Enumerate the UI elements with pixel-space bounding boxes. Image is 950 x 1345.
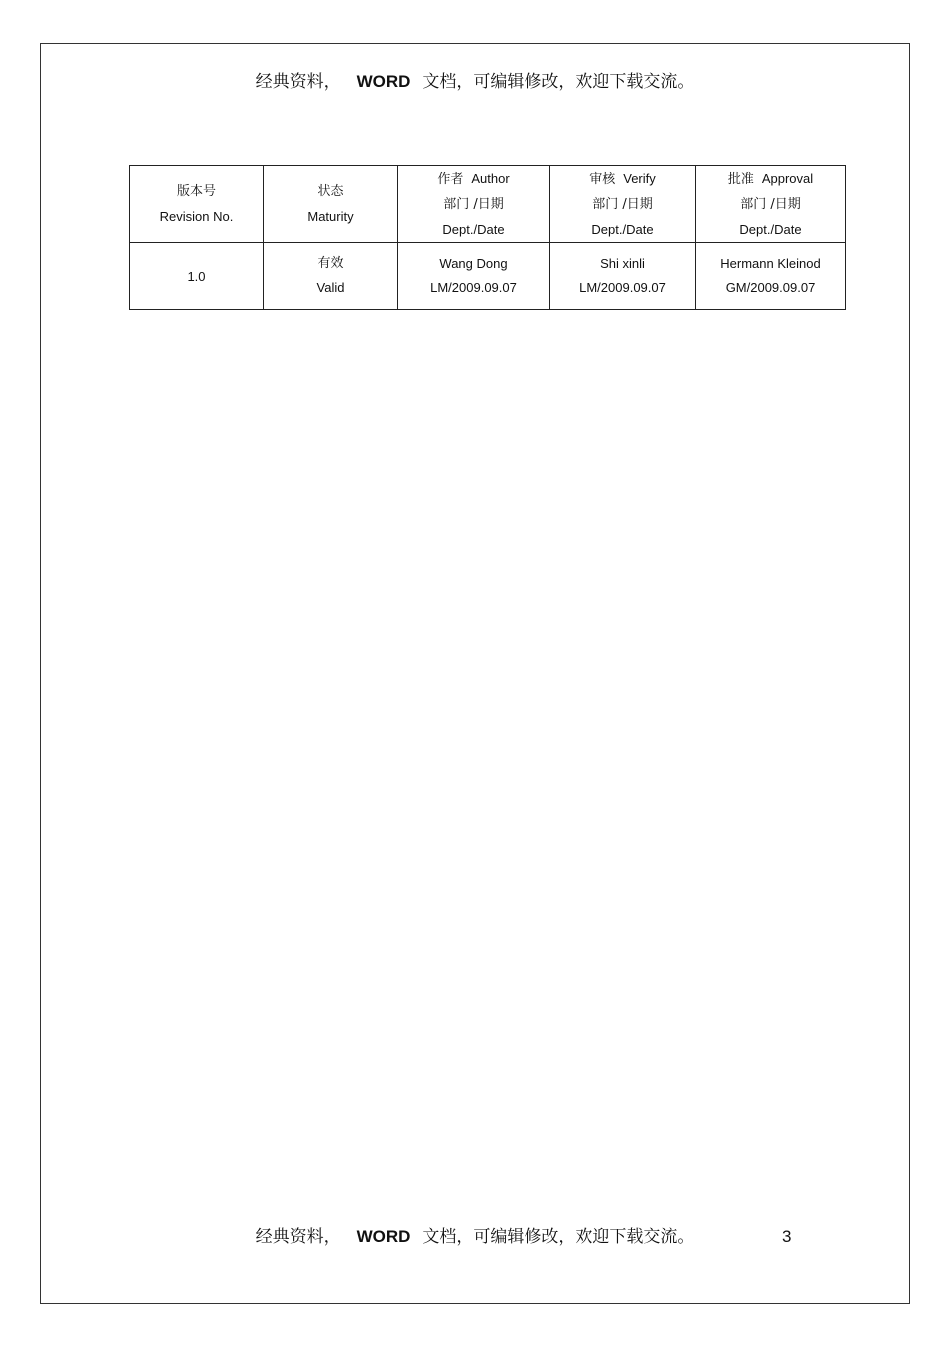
header-verify-dept-cn: 部门 /日期 (592, 197, 653, 212)
page-number: 3 (782, 1227, 792, 1246)
table-header-row (130, 166, 846, 243)
header-author-dept-en: Dept./Date (442, 222, 505, 237)
header-author-en: Author (471, 171, 510, 186)
header-cell-approval (696, 166, 846, 243)
status-en: Valid (316, 280, 345, 295)
header-suffix: 文档，可编辑修改，欢迎下载交流。 (422, 72, 695, 92)
header-author-dept-cn: 部门 /日期 (443, 197, 504, 212)
verify-name: Shi xinli (600, 256, 645, 271)
cell-revision (130, 243, 264, 310)
header-status-en: Maturity (307, 209, 354, 224)
header-cell-revision (130, 166, 264, 243)
header-verify-dept-en: Dept./Date (591, 222, 654, 237)
approval-name: Hermann Kleinod (720, 256, 821, 271)
header-banner (0, 71, 950, 93)
header-cell-author (398, 166, 550, 243)
cell-author (398, 243, 550, 310)
header-approval-cn: 批准 (727, 172, 754, 187)
header-status-cn: 状态 (317, 184, 344, 199)
header-revision-en: Revision No. (159, 209, 234, 224)
header-author-cn: 作者 (437, 172, 464, 187)
header-verify-cn: 审核 (589, 172, 616, 187)
verify-dept-date: LM/2009.09.07 (579, 280, 666, 295)
footer-prefix: 经典资料， (255, 1227, 341, 1247)
revision-value: 1.0 (187, 268, 206, 284)
header-cell-verify (550, 166, 696, 243)
header-word: WORD (356, 72, 411, 91)
approval-dept-date: GM/2009.09.07 (725, 280, 816, 295)
header-cell-status (264, 166, 398, 243)
header-approval-en: Approval (761, 171, 814, 186)
footer-banner (0, 1226, 950, 1248)
header-prefix: 经典资料， (255, 72, 341, 92)
header-approval-dept-en: Dept./Date (739, 222, 802, 237)
author-name: Wang Dong (439, 256, 508, 271)
cell-verify (550, 243, 696, 310)
footer-suffix: 文档，可编辑修改，欢迎下载交流。 (422, 1227, 695, 1247)
header-approval-dept-cn: 部门 /日期 (740, 197, 801, 212)
footer-word: WORD (356, 1227, 411, 1246)
status-cn: 有效 (317, 256, 344, 271)
author-dept-date: LM/2009.09.07 (430, 280, 517, 295)
table-row (130, 243, 846, 310)
cell-status (264, 243, 398, 310)
header-verify-en: Verify (623, 171, 656, 186)
cell-approval (696, 243, 846, 310)
revision-table (129, 165, 846, 310)
header-revision-cn: 版本号 (176, 184, 216, 199)
